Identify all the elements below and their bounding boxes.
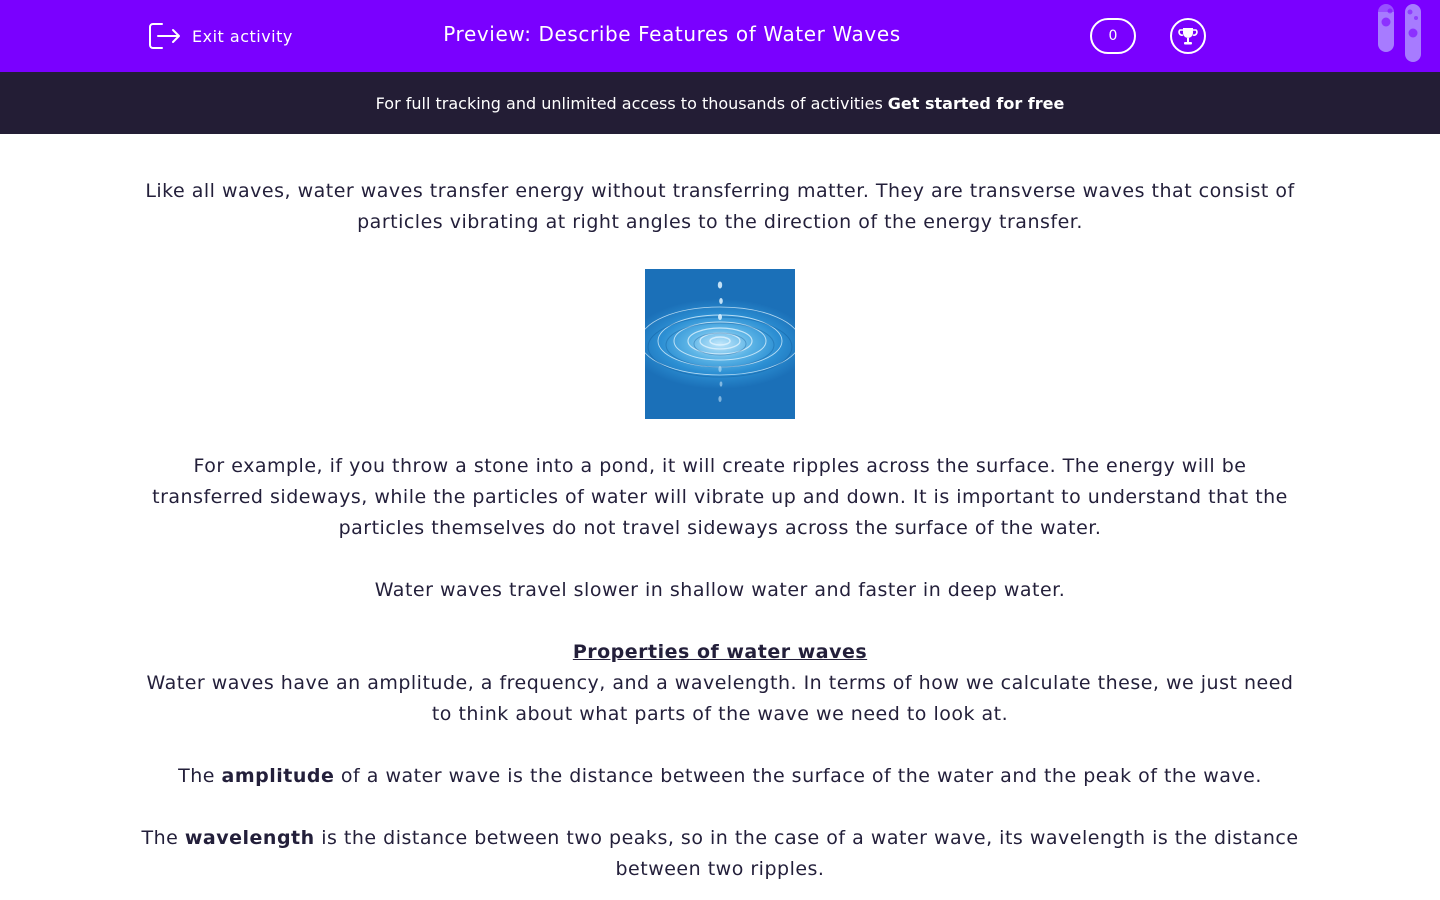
- amplitude-post: of a water wave is the distance between the surface of the water and the peak of the wave.: [340, 765, 1262, 787]
- amplitude-paragraph: [140, 761, 1300, 792]
- lesson-content: [140, 176, 1300, 885]
- exit-label: Exit activity: [192, 26, 293, 46]
- get-started-link[interactable]: Get started for free: [887, 93, 1065, 113]
- wavelength-post: is the distance between two peaks, so in the case of a water wave, its wavelength is the distance between two ripples.: [321, 827, 1299, 880]
- speed-paragraph: Water waves travel slower in shallow water and faster in deep water.: [374, 579, 1066, 601]
- properties-paragraph: Water waves have an amplitude, a frequency, and a wavelength. In terms of how we calculate these, we just need to think about what parts of the wave we need to look at.: [146, 672, 1294, 725]
- trophy-button[interactable]: [1170, 18, 1206, 54]
- signup-banner: [0, 72, 1440, 134]
- amplitude-term: amplitude: [221, 765, 335, 787]
- wavelength-term: wavelength: [184, 827, 315, 849]
- page-title: Preview: Describe Features of Water Waves: [443, 22, 901, 46]
- wavelength-paragraph: [140, 823, 1300, 885]
- intro-paragraph: Like all waves, water waves transfer energy without transferring matter. They are transverse waves that consist of particles vibrating at right angles to the direction of the energy transfer.: [145, 180, 1295, 233]
- example-paragraph: For example, if you throw a stone into a pond, it will create ripples across the surface. The energy will be transferred sideways, while the particles of water will vibrate up and down. It is important to understand that the particles themselves do not travel sideways across the surface of the water.: [152, 455, 1288, 539]
- top-bar: [0, 0, 1440, 72]
- properties-heading: Properties of water waves: [572, 641, 868, 663]
- water-ripple-image: [645, 269, 795, 419]
- amplitude-pre: The: [178, 765, 215, 787]
- trophy-icon: [1177, 25, 1199, 47]
- score-badge: 0: [1090, 18, 1136, 54]
- banner-text: For full tracking and unlimited access to thousands of activities: [375, 93, 883, 113]
- wavelength-pre: The: [141, 827, 179, 849]
- test-tubes-logo: [1372, 0, 1432, 66]
